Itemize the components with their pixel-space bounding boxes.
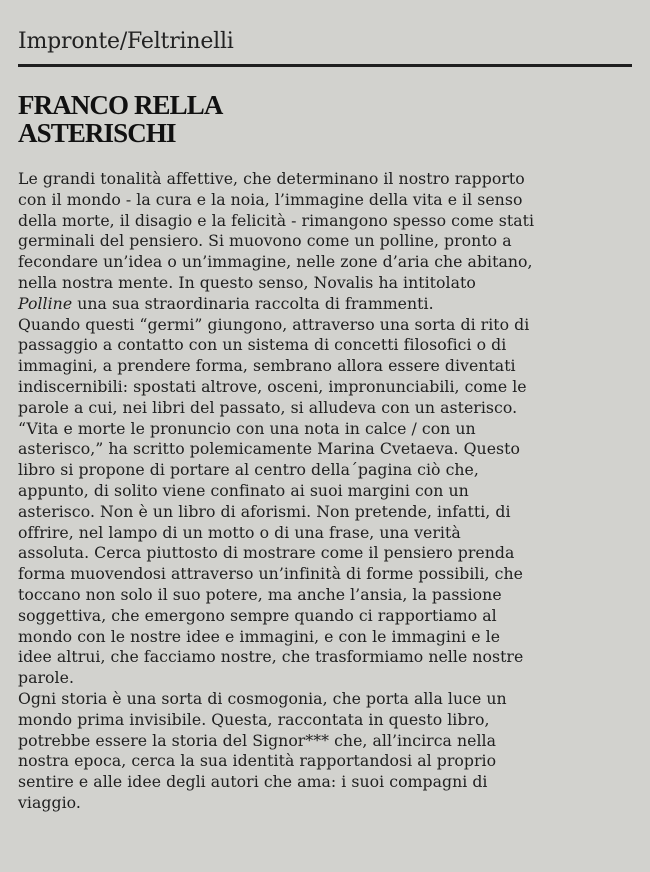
blurb-line: idee altrui, che facciamo nostre, che trasformiamo nelle nostre: [18, 647, 524, 667]
blurb-line: asterisco. Non è un libro di aforismi. Non pretende, infatti, di: [18, 501, 511, 521]
blurb-line: nostra epoca, cerca la sua identità rapportandosi al proprio: [18, 751, 497, 771]
blurb-line: libro si propone di portare al centro della´pagina ciò che,: [18, 460, 479, 480]
blurb-line: assoluta. Cerca piuttosto di mostrare come il pensiero prenda: [18, 543, 515, 563]
blurb-line: viaggio.: [18, 792, 81, 812]
blurb-line: germinali del pensiero. Si muovono come un polline, pronto a: [18, 231, 512, 251]
book-title: ASTERISCHI: [18, 118, 176, 148]
blurb-line: passaggio a contatto con un sistema di concetti filosofici o di: [18, 335, 507, 355]
blurb-line: parole a cui, nei libri del passato, si alludeva con un asterisco.: [18, 397, 518, 417]
blurb-line: forma muovendosi attraverso un’infinità di forme possibili, che: [18, 564, 523, 584]
blurb-line: “Vita e morte le pronuncio con una nota in calce / con un: [18, 418, 476, 438]
blurb-line: immagini, a prendere forma, sembrano allora essere diventati: [18, 356, 516, 376]
blurb-line: della morte, il disagio e la felicità - rimangono spesso come stati: [18, 210, 535, 230]
blurb-line: nella nostra mente. In questo senso, Novalis ha intitolato: [18, 272, 476, 292]
blurb-line: appunto, di solito viene confinato ai suoi margini con un: [18, 480, 469, 500]
blurb-line: offrire, nel lampo di un motto o di una frase, una verità: [18, 522, 461, 542]
book-reference-polline: Polline: [18, 293, 73, 313]
blurb-line: Ogni storia è una sorta di cosmogonia, che porta alla luce un: [18, 688, 507, 708]
blurb-line: toccano non solo il suo potere, ma anche l’ansia, la passione: [18, 584, 502, 604]
blurb-line: mondo con le nostre idee e immagini, e con le immagini e le: [18, 626, 501, 646]
blurb-line: potrebbe essere la storia del Signor*** che, all’incirca nella: [18, 730, 497, 750]
blurb-line-polline: [18, 294, 632, 315]
blurb-line: Quando questi “germi” giungono, attraverso una sorta di rito di: [18, 314, 530, 334]
header-rule: [18, 64, 632, 67]
book-author: FRANCO RELLA: [18, 90, 223, 120]
blurb-line: fecondare un’idea o un’immagine, nelle zone d’aria che abitano,: [18, 252, 533, 272]
blurb-line-rest: una sua straordinaria raccolta di frammenti.: [72, 293, 434, 313]
blurb-line: indiscernibili: spostati altrove, osceni, impronunciabili, come le: [18, 376, 527, 396]
blurb-line: soggettiva, che emergono sempre quando ci rapportiamo al: [18, 605, 497, 625]
series-imprint: Impronte/Feltrinelli: [18, 29, 234, 54]
blurb-line: sentire e alle idee degli autori che ama: i suoi compagni di: [18, 772, 488, 792]
blurb-line: con il mondo - la cura e la noia, l’immagine della vita e il senso: [18, 189, 523, 209]
blurb-line: mondo prima invisibile. Questa, raccontata in questo libro,: [18, 709, 490, 729]
blurb-line: parole.: [18, 668, 74, 688]
blurb-line: Le grandi tonalità affettive, che determinano il nostro rapporto: [18, 169, 525, 188]
blurb-line: asterisco,” ha scritto polemicamente Marina Cvetaeva. Questo: [18, 439, 520, 459]
blurb-text: [18, 169, 632, 814]
